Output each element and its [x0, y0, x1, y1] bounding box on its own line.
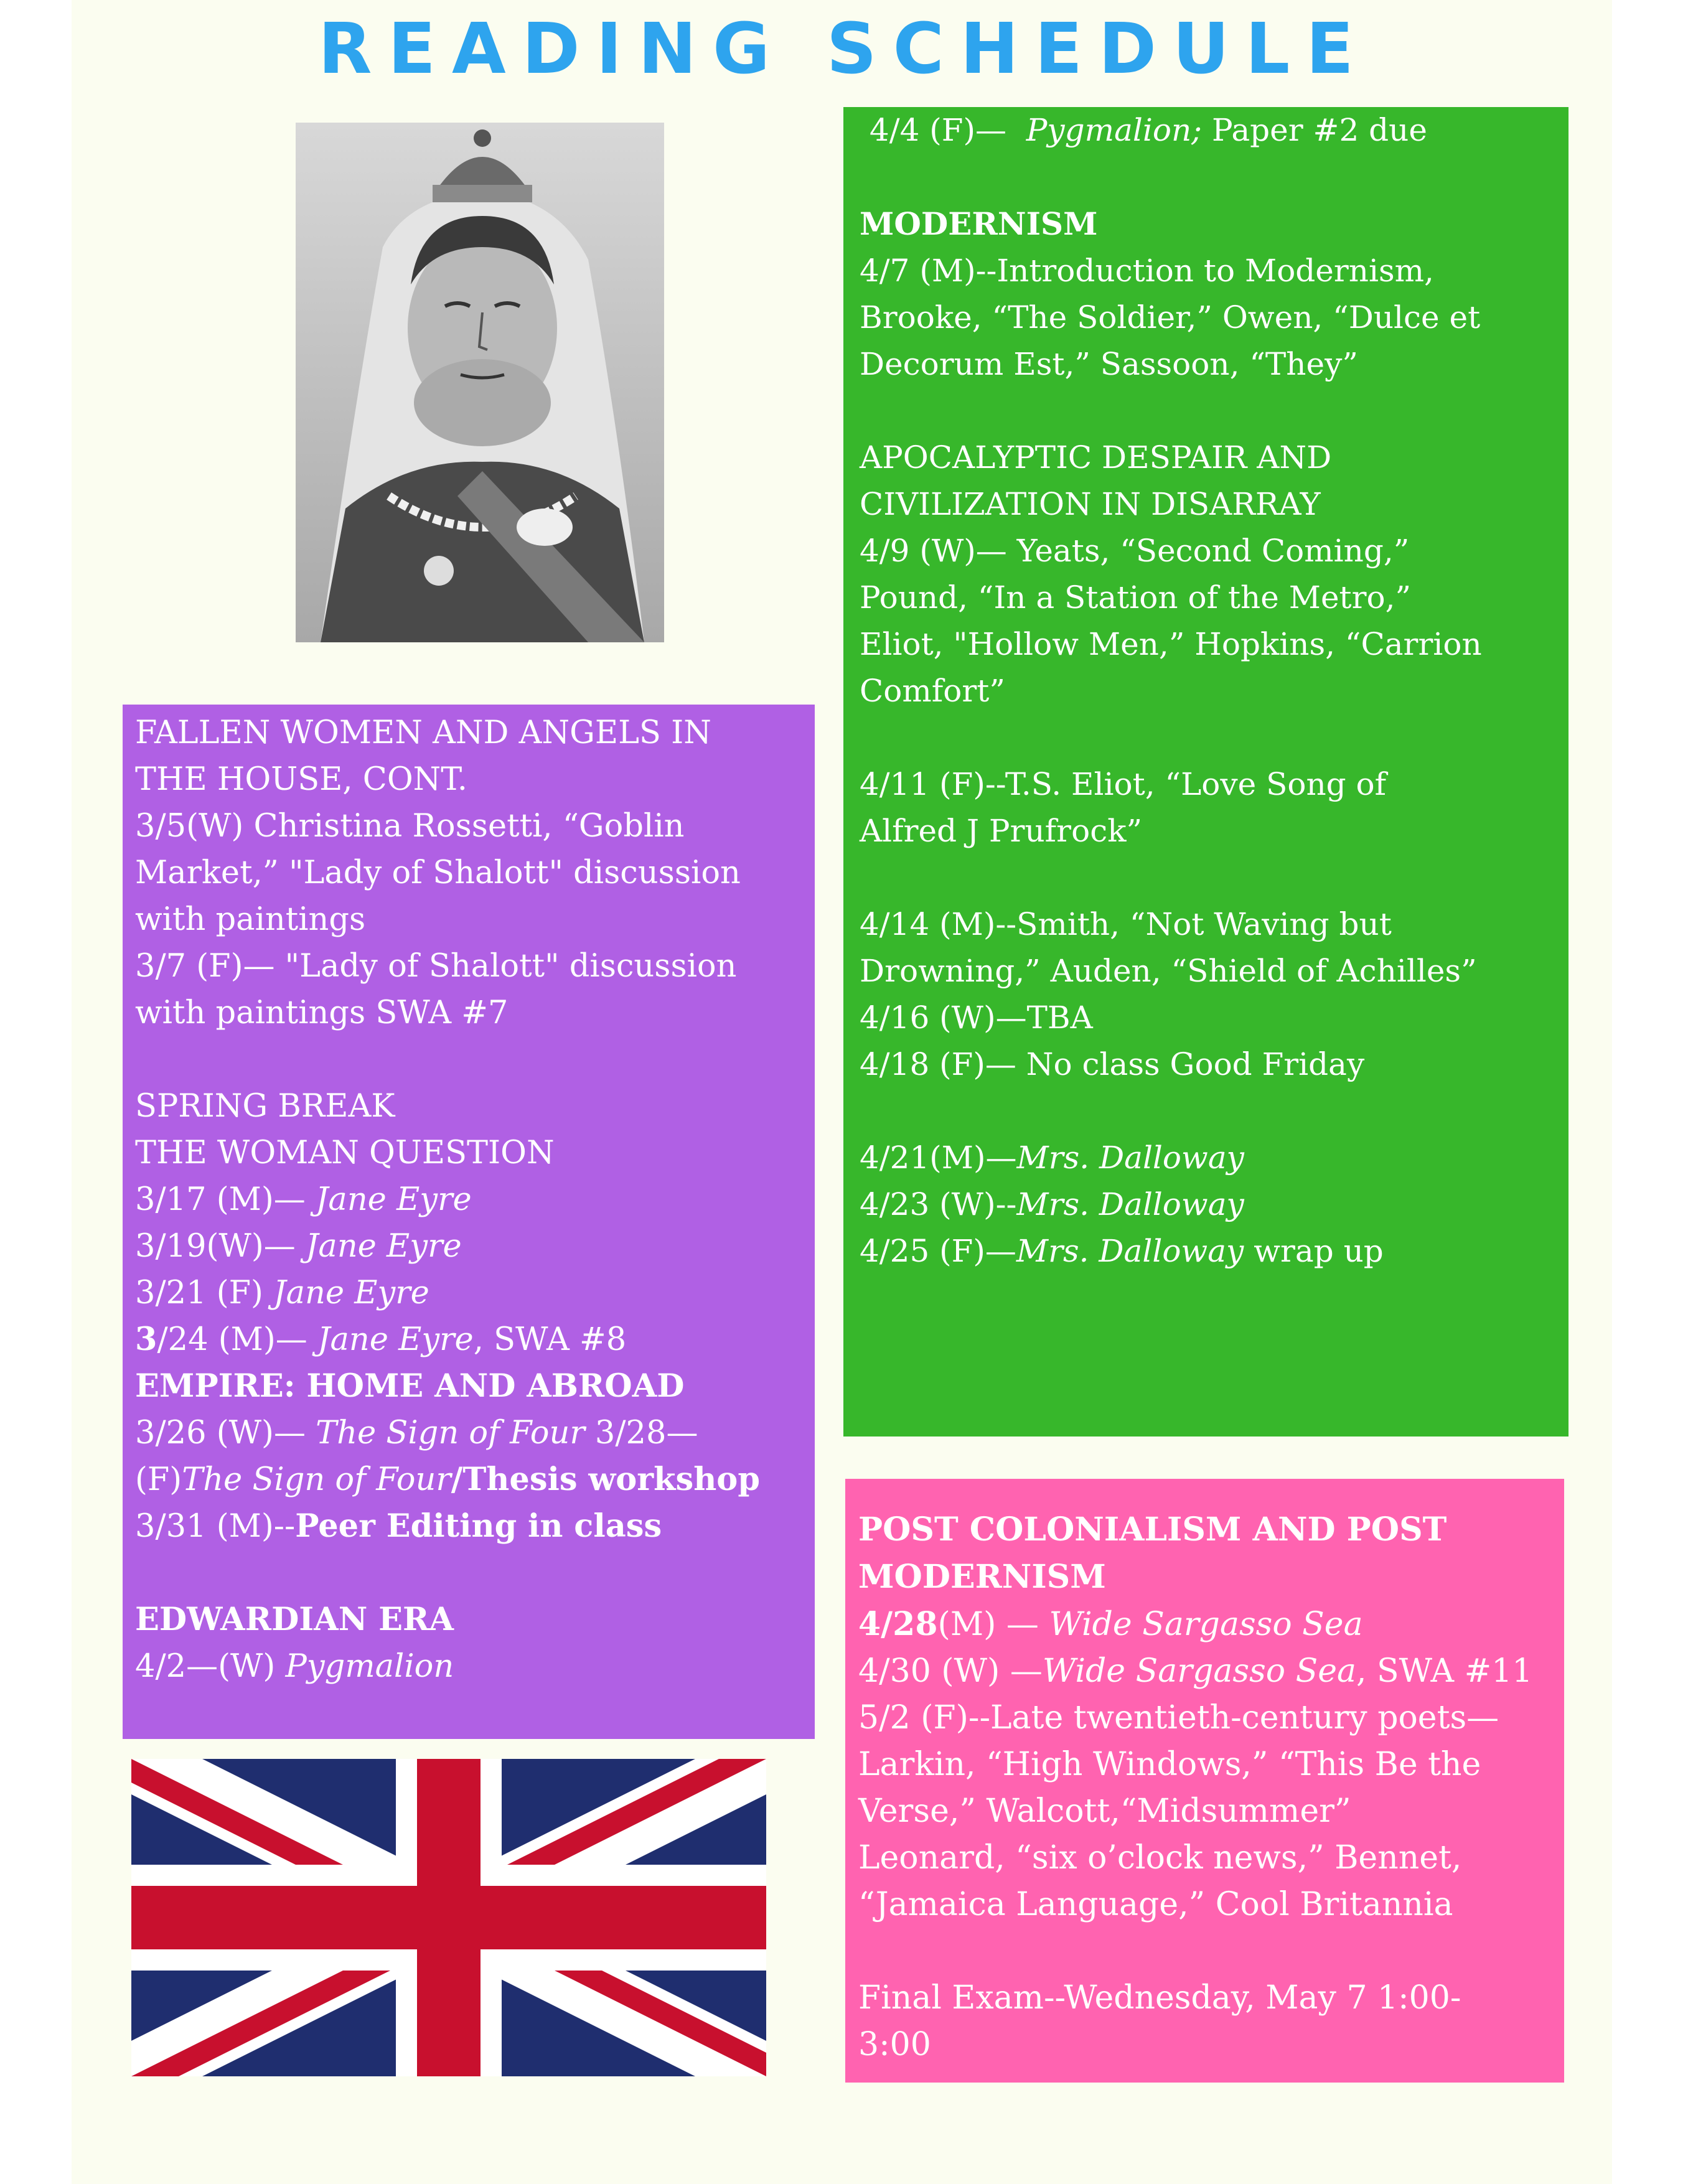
date: 4/21(M)—: [860, 1140, 1017, 1176]
schedule-line: Decorum Est,” Sassoon, “They”: [860, 346, 1358, 382]
section-heading: THE WOMAN QUESTION: [135, 1135, 555, 1171]
schedule-line: Alfred J Prufrock”: [860, 813, 1143, 849]
blank-line: [135, 1550, 815, 1596]
schedule-line: with paintings: [135, 901, 366, 938]
blank-line: [860, 1088, 1568, 1135]
book-title: Wide Sargasso Sea: [1049, 1606, 1363, 1643]
book-title: Jane Eyre: [315, 1181, 472, 1218]
pink-schedule-box: [845, 1479, 1564, 2083]
note: Paper #2 due: [1211, 112, 1427, 148]
date: 3/26 (W)—: [135, 1415, 306, 1451]
schedule-line: Brooke, “The Soldier,” Owen, “Dulce et: [860, 299, 1481, 335]
date: 3/28—: [594, 1415, 698, 1451]
schedule-line: [860, 1228, 1568, 1275]
book-title: Pygmalion: [285, 1648, 454, 1685]
section-heading: FALLEN WOMEN AND ANGELS IN: [135, 715, 711, 751]
schedule-line: Comfort”: [860, 673, 1005, 709]
blank-line: [860, 715, 1568, 761]
schedule-line: 3/5(W) Christina Rossetti, “Goblin: [135, 808, 685, 845]
final-exam-line: Final Exam--Wednesday, May 7 1:00-: [858, 1979, 1461, 2017]
schedule-line: Larkin, “High Windows,” “This Be the: [858, 1746, 1481, 1783]
date: 3/21 (F): [135, 1275, 263, 1311]
section-heading: THE HOUSE, CONT.: [135, 761, 467, 798]
schedule-line: [135, 1643, 815, 1690]
note: wrap up: [1254, 1233, 1384, 1269]
schedule-line: [135, 1410, 815, 1456]
day: (M) —: [937, 1606, 1039, 1643]
schedule-line: [135, 1456, 815, 1503]
green-schedule-box: [843, 107, 1568, 1436]
blank-line: [860, 388, 1568, 434]
schedule-line: [135, 1223, 815, 1270]
date: 4/4 (F)—: [869, 112, 1006, 148]
schedule-line: 5/2 (F)--Late twentieth-century poets—: [858, 1699, 1499, 1736]
schedule-line: 4/7 (M)--Introduction to Modernism,: [860, 253, 1434, 289]
date: 3/19(W)—: [135, 1228, 296, 1265]
date: 4/25 (F)—: [860, 1233, 1016, 1269]
blank-line: [860, 855, 1568, 901]
schedule-line: 4/11 (F)--T.S. Eliot, “Love Song of: [860, 766, 1387, 802]
schedule-line: [135, 1316, 815, 1363]
schedule-line: 4/18 (F)— No class Good Friday: [860, 1046, 1365, 1082]
schedule-line: 4/14 (M)--Smith, “Not Waving but: [860, 906, 1392, 942]
book-title: Pygmalion;: [1026, 112, 1203, 148]
schedule-line: [860, 107, 1568, 154]
schedule-line: [858, 1601, 1564, 1648]
section-heading: APOCALYPTIC DESPAIR AND: [860, 439, 1332, 476]
day: (F): [135, 1461, 182, 1498]
schedule-line: [860, 1181, 1568, 1228]
section-heading: [860, 200, 1568, 248]
workshop: /Thesis workshop: [451, 1461, 760, 1498]
section-heading-text: MODERNISM: [858, 1558, 1106, 1596]
book-title: Mrs. Dalloway: [1016, 1233, 1244, 1269]
schedule-line: [135, 1503, 815, 1550]
section-heading: [858, 1554, 1564, 1601]
final-exam-line: 3:00: [858, 2026, 931, 2063]
book-title: Jane Eyre: [273, 1275, 429, 1311]
section-heading: CIVILIZATION IN DISARRAY: [860, 486, 1321, 522]
schedule-line: Leonard, “six o’clock news,” Bennet,: [858, 1839, 1462, 1877]
purple-schedule-box: [123, 705, 815, 1739]
section-heading: [135, 1596, 815, 1643]
book-title: The Sign of Four: [316, 1415, 585, 1451]
schedule-line: 4/9 (W)— Yeats, “Second Coming,”: [860, 533, 1410, 569]
schedule-line: [135, 1270, 815, 1316]
schedule-line: Market,” "Lady of Shalott" discussion: [135, 855, 741, 891]
schedule-line: [860, 1135, 1568, 1181]
schedule-line: [858, 1648, 1564, 1695]
schedule-line: Eliot, "Hollow Men,” Hopkins, “Carrion: [860, 626, 1482, 662]
union-jack-flag-icon: [131, 1759, 766, 2076]
date: 4/2—(W): [135, 1648, 276, 1685]
date-digit: 3: [135, 1321, 157, 1358]
note: , SWA #11: [1356, 1652, 1533, 1690]
book-title: Mrs. Dalloway: [1016, 1140, 1244, 1176]
schedule-line: Verse,” Walcott,“Midsummer”: [858, 1793, 1351, 1830]
date: 4/23 (W)--: [860, 1186, 1017, 1222]
schedule-line: 4/16 (W)—TBA: [860, 1000, 1093, 1036]
section-heading-text: POST COLONIALISM AND POST: [858, 1511, 1447, 1549]
date: 3/17 (M)—: [135, 1181, 306, 1218]
schedule-line: Drowning,” Auden, “Shield of Achilles”: [860, 953, 1477, 989]
date: 3/31 (M)--: [135, 1508, 296, 1545]
section-heading: SPRING BREAK: [135, 1088, 395, 1125]
schedule-line: [135, 1176, 815, 1223]
note: , SWA #8: [473, 1321, 627, 1358]
book-title: Jane Eyre: [317, 1321, 474, 1358]
schedule-line: 3/7 (F)— "Lady of Shalott" discussion: [135, 948, 737, 985]
schedule-line: “Jamaica Language,” Cool Britannia: [858, 1886, 1453, 1923]
date: 4/28: [858, 1605, 938, 1643]
page-title: READING SCHEDULE: [318, 9, 1370, 90]
section-heading-text: EMPIRE: HOME AND ABROAD: [135, 1367, 685, 1405]
blank-line: [860, 154, 1568, 200]
book-title: Wide Sargasso Sea: [1042, 1652, 1356, 1690]
book-title: The Sign of Four: [182, 1461, 451, 1498]
activity: Peer Editing in class: [295, 1507, 662, 1545]
section-heading: [858, 1506, 1564, 1554]
blank-line: [858, 1928, 1564, 1975]
blank-line: [135, 1036, 815, 1083]
book-title: Jane Eyre: [305, 1228, 462, 1265]
date: /24 (M)—: [157, 1321, 307, 1358]
schedule-line: Pound, “In a Station of the Metro,”: [860, 579, 1412, 616]
date: 4/30 (W) —: [858, 1652, 1043, 1690]
schedule-line: with paintings SWA #7: [135, 995, 509, 1031]
section-heading-text: MODERNISM: [860, 205, 1098, 242]
section-heading: [135, 1363, 815, 1410]
book-title: Mrs. Dalloway: [1016, 1186, 1244, 1222]
queen-victoria-portrait-icon: [296, 123, 664, 642]
section-heading-text: EDWARDIAN ERA: [135, 1601, 454, 1638]
